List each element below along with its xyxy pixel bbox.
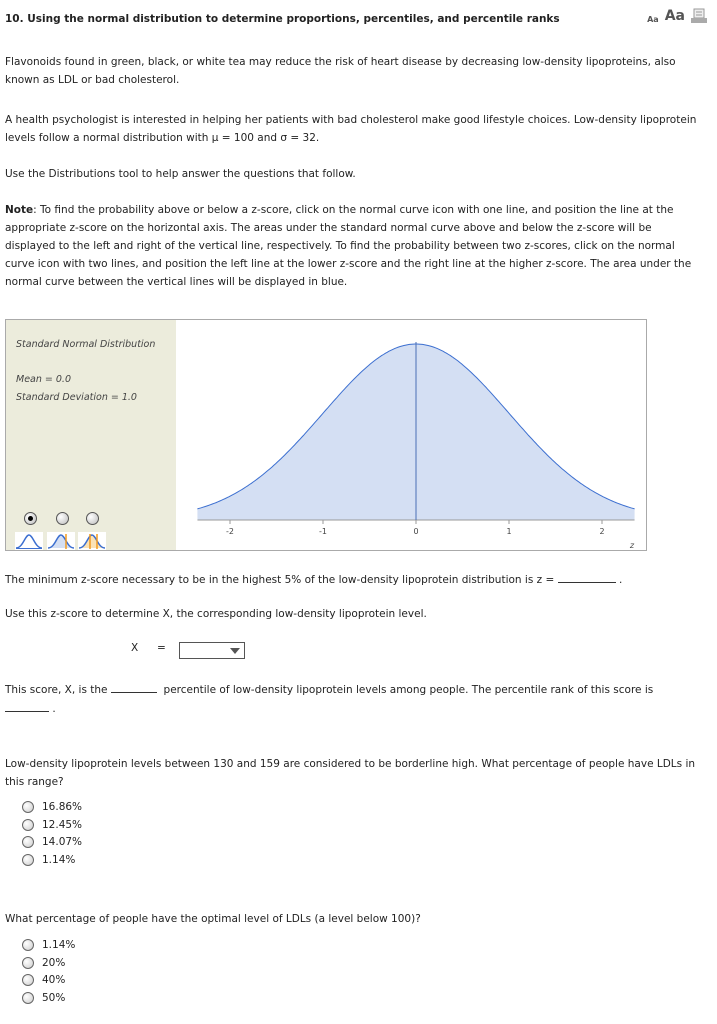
percentile-rank-input[interactable]: [5, 699, 49, 712]
x-value-dropdown[interactable]: [179, 642, 245, 659]
note-text: : To find the probability above or below a z-score, click on the normal curve icon with one line, and position the line at the appropriate z-score on the horizontal axis. The areas under the standard normal curve above and below the z-score will be displayed to the left and right of the vertical line, respectively. To find the probability between two z-scores, click on the normal curve icon with two lines, and position the left line at the lower z-score and the right line at the higher z-score. The area under the normal curve between the vertical lines will be displayed in blue.: [5, 204, 692, 288]
normal-curve-two-lines-icon[interactable]: [78, 532, 106, 550]
intro-paragraph-3: Use the Distributions tool to help answer the questions that follow.: [5, 168, 356, 180]
option-label: 20%: [42, 956, 66, 969]
x-tick-label: -1: [319, 527, 327, 536]
printer-icon[interactable]: [691, 8, 707, 24]
answer-option[interactable]: [22, 816, 82, 834]
intro-paragraph-1: Flavonoids found in green, black, or white tea may reduce the risk of heart disease by decreasing low-density lipoproteins, also known as LDL or bad cholesterol.: [5, 56, 676, 86]
x-equals: =: [157, 642, 166, 654]
option-label: 40%: [42, 974, 66, 986]
q1-text: The minimum z-score necessary to be in the highest 5% of the low-density lipoprotein distribution is z =: [5, 574, 555, 586]
radio-button[interactable]: [22, 854, 34, 866]
answer-option[interactable]: [22, 989, 65, 1007]
sd-label: Standard Deviation = 1.0: [16, 392, 137, 403]
x-tick-label: -2: [226, 527, 234, 536]
tool-side-panel: [6, 320, 176, 550]
option-label: 50%: [42, 991, 66, 1004]
mode-radio-two-lines[interactable]: [86, 512, 99, 525]
percentile-input[interactable]: [111, 680, 157, 693]
question-title: 10. Using the normal distribution to determine proportions, percentiles, and percentile ranks: [5, 13, 560, 25]
intro-paragraph-2: A health psychologist is interested in helping her patients with bad cholesterol make good lifestyle choices. Low-density lipoprotein levels follow a normal distribution with μ = 100 and σ = 32.: [5, 114, 697, 144]
question-z-score: [5, 570, 705, 589]
option-label: 1.14%: [42, 853, 76, 866]
radio-button[interactable]: [22, 939, 34, 951]
font-small-button[interactable]: Aa: [647, 15, 659, 24]
radio-button[interactable]: [22, 801, 34, 813]
toolbar: [647, 8, 707, 24]
question-percentile: [5, 680, 705, 718]
x-tick-label: 2: [599, 527, 605, 536]
radio-button[interactable]: [22, 836, 34, 848]
radio-button[interactable]: [22, 819, 34, 831]
q5-text: What percentage of people have the optimal level of LDLs (a level below 100)?: [5, 913, 421, 925]
note-paragraph: [5, 201, 705, 291]
answer-option[interactable]: [22, 851, 75, 869]
answer-option[interactable]: [22, 798, 82, 816]
radio-button[interactable]: [22, 974, 34, 986]
q3-text-a: This score, X, is the: [5, 684, 108, 696]
distributions-tool: [5, 319, 647, 551]
mode-radio-curve[interactable]: [24, 512, 37, 525]
x-tick-label: 0: [413, 527, 419, 536]
axis-label: z: [629, 541, 635, 550]
q1-end: .: [618, 574, 623, 586]
q3-text-b: percentile of low-density lipoprotein levels among people. The percentile rank of this score is: [163, 684, 654, 696]
font-large-button[interactable]: Aa: [664, 8, 685, 24]
option-label: 16.86%: [42, 801, 83, 813]
answer-option[interactable]: [22, 936, 75, 954]
q4-text: Low-density lipoprotein levels between 130 and 159 are considered to be borderline high. What percentage of people have LDLs in this range?: [5, 758, 696, 788]
normal-curve-one-line-icon[interactable]: [47, 532, 75, 550]
radio-button[interactable]: [22, 992, 34, 1004]
mean-label: Mean = 0.0: [16, 374, 71, 385]
answer-option[interactable]: [22, 833, 82, 851]
distribution-title: Standard Normal Distribution: [16, 339, 156, 350]
option-label: 14.07%: [42, 836, 83, 848]
radio-button[interactable]: [22, 957, 34, 969]
normal-curve-plot[interactable]: [176, 320, 646, 550]
q3-end: .: [52, 703, 56, 715]
mode-radio-one-line[interactable]: [56, 512, 69, 525]
note-label: Note: [5, 204, 34, 216]
z-score-input[interactable]: [558, 570, 616, 583]
normal-curve-icon[interactable]: [15, 532, 43, 550]
option-label: 12.45%: [42, 818, 83, 831]
x-tick-label: 1: [506, 527, 512, 536]
answer-option[interactable]: [22, 971, 65, 989]
answer-option[interactable]: [22, 954, 65, 972]
option-label: 1.14%: [42, 939, 76, 951]
x-label: X: [131, 642, 139, 654]
q2-text: Use this z-score to determine X, the corresponding low-density lipoprotein level.: [5, 608, 427, 620]
